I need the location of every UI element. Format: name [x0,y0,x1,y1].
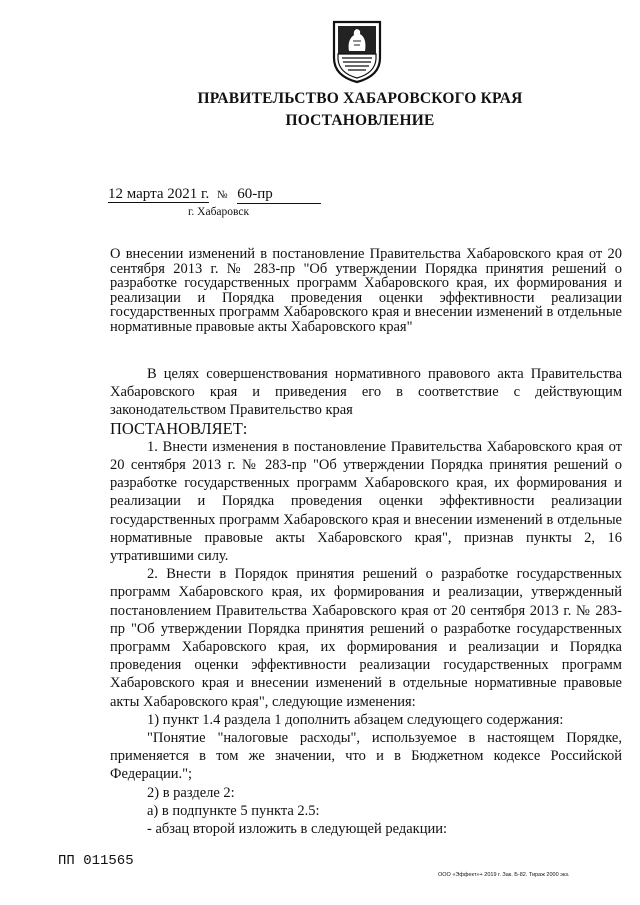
paragraph-3: 1) пункт 1.4 раздела 1 дополнить абзацем следующего содержания: [147,711,564,728]
city-label: г. Хабаровск [188,206,250,218]
date-number-line [108,186,321,204]
paragraph-4: "Понятие "налоговые расходы", используемое в настоящем Порядке, применяется в том же значении, что и в Бюджетном кодексе Российской Федерации."; [110,730,622,783]
document-type-title: ПОСТАНОВЛЕНИЕ [285,112,435,129]
document-date: 12 марта 2021 г. [108,186,210,202]
paragraph-6: а) в подпункте 5 пункта 2.5: [147,802,320,819]
preamble-paragraph: В целях совершенствования нормативного правового акта Правительства Хабаровского края и приведения его в соответствие с действующим законодательством Правительство края [110,366,622,419]
paragraph-2: 2. Внести в Порядок принятия решений о разработке государственных программ Хабаровского края, их формирования и реализации, утвержденный постановлением Правительства Хабаровского края от 20 сентября 2013 г. № 283-пр "Об утверждении Порядка принятия решений о разработке государственных программ Хабаровского края, их формирования и реализации и Порядка проведения оценки эффективности реализации государственных программ Хабаровского края и внесении изменений в отдельные нормативные правовые акты Хабаровского края", следующие изменения: [110,566,622,710]
document-body [110,365,622,838]
coat-of-arms-emblem [330,18,384,84]
number-sign: № [216,189,228,201]
form-code: ПП 011565 [58,853,134,869]
paragraph-1: 1. Внести изменения в постановление Правительства Хабаровского края от 20 сентября 2013 г. № 283-пр "Об утверждении Порядка принятия решений о разработке государственных программ Хабаровского края, их формирования и реализации и Порядка проведения оценки эффективности реализации государственных программ Хабаровского края и внесении изменений в отдельные нормативные правовые акты Хабаровского края", признав пункты 2, 16 утратившими силу. [110,438,622,565]
paragraph-5: 2) в разделе 2: [147,784,235,801]
document-subject: О внесении изменений в постановление Правительства Хабаровского края от 20 сентября 2013 г. № 283-пр "Об утверждении Порядка принятия решений о разработке государственных программ Хабаровского края, их формирования и реализации и Порядка проведения оценки эффективности реализации государственных программ Хабаровского края и внесении изменений в отдельные нормативные правовые акты Хабаровского края" [110,246,622,335]
printer-imprint: ООО «Эффект»+ 2019 г. Зак. Б-82. Тираж 2000 экз. [438,872,570,878]
government-title: ПРАВИТЕЛЬСТВО ХАБАРОВСКОГО КРАЯ [197,90,523,107]
document-number: 60-пр [237,186,321,204]
decree-heading: ПОСТАНОВЛЯЕТ: [110,418,248,438]
paragraph-7: - абзац второй изложить в следующей редакции: [147,821,448,838]
